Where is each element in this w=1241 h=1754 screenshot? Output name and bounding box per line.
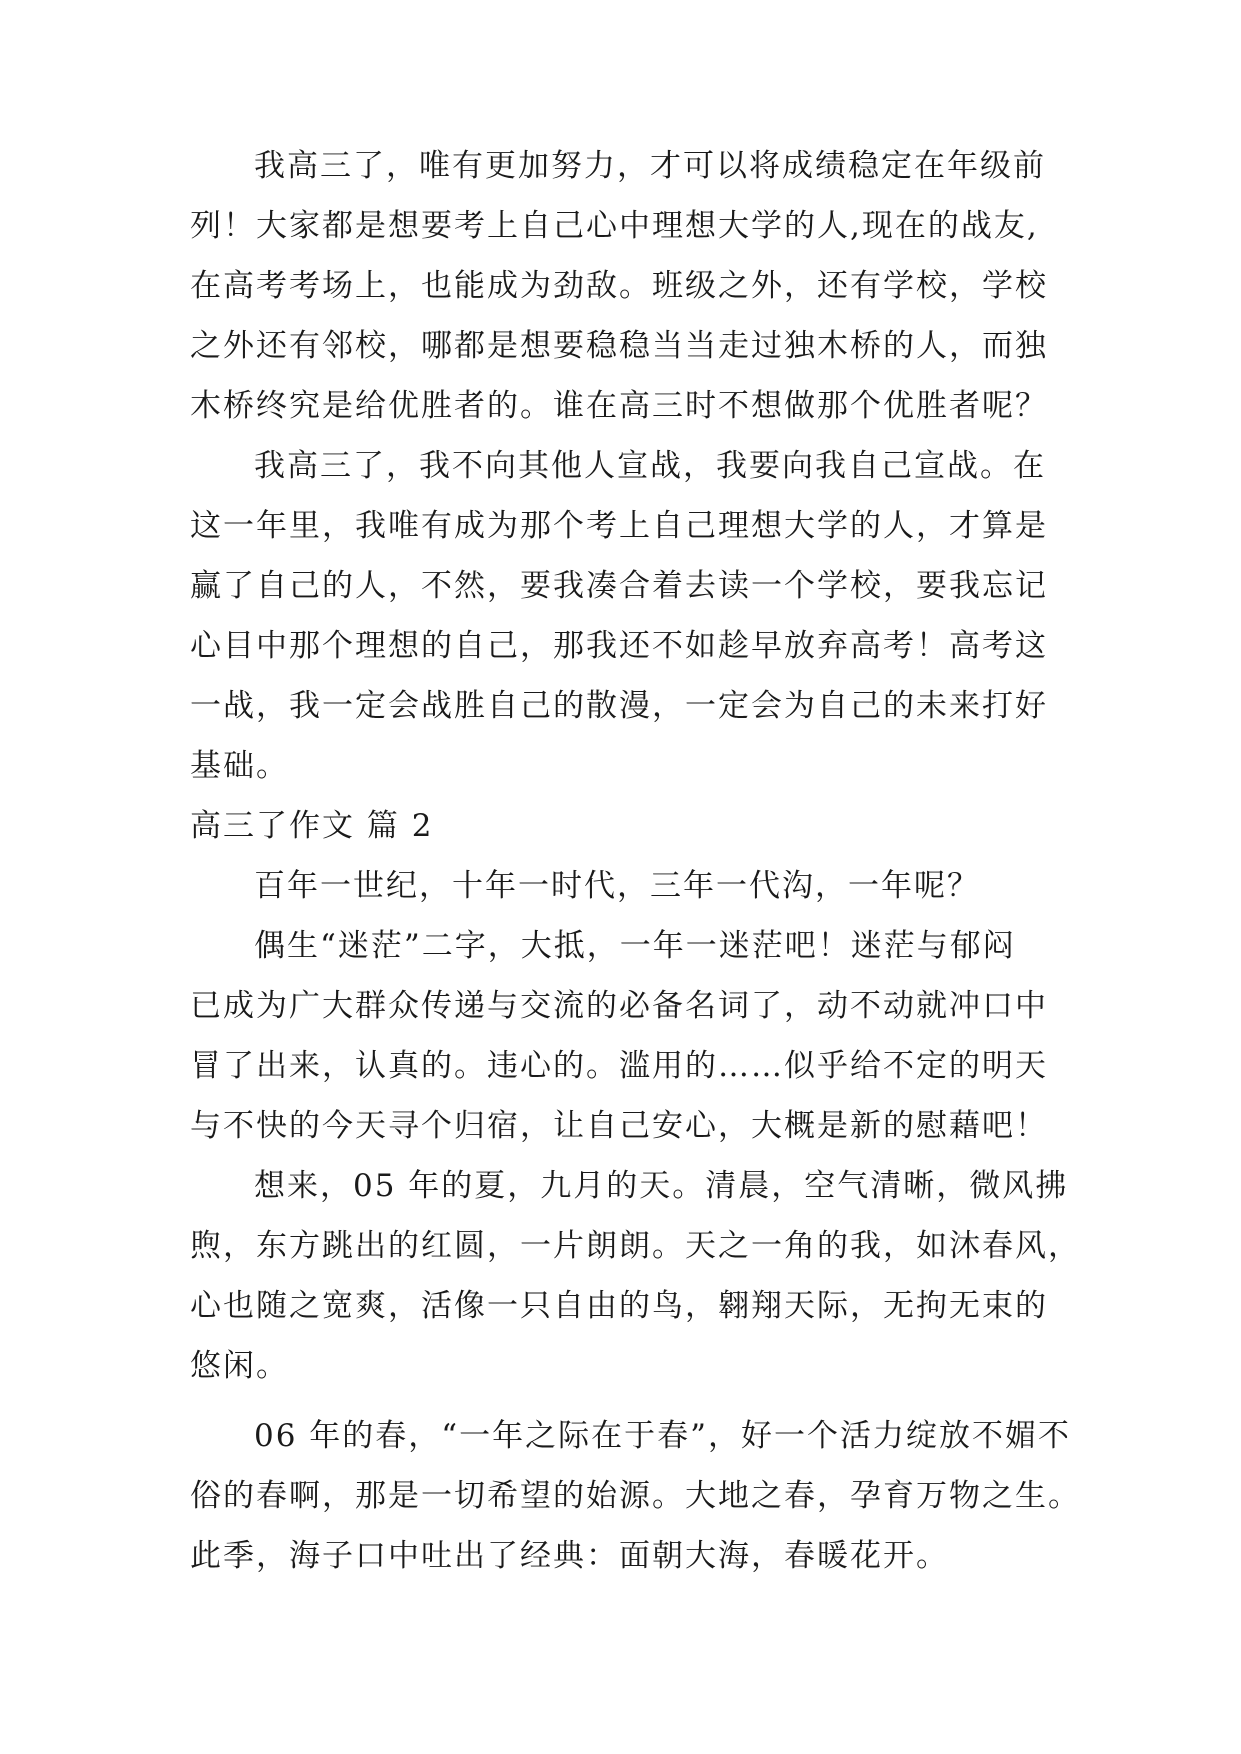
paragraph-line: 木桥终究是给优胜者的。谁在高三时不想做那个优胜者呢？ xyxy=(190,388,1048,424)
paragraph-line: 列！大家都是想要考上自己心中理想大学的人,现在的战友, xyxy=(190,208,1039,244)
paragraph-line: 在高考考场上，也能成为劲敌。班级之外，还有学校，学校 xyxy=(190,268,1048,304)
paragraph-line: 已成为广大群众传递与交流的必备名词了，动不动就冲口中 xyxy=(190,988,1048,1024)
paragraph-line: 我高三了，唯有更加努力，才可以将成绩稳定在年级前 xyxy=(254,148,1046,184)
paragraph-line: 心目中那个理想的自己，那我还不如趁早放弃高考！高考这 xyxy=(190,628,1048,664)
paragraph-line: 一战，我一定会战胜自己的散漫，一定会为自己的未来打好 xyxy=(190,688,1048,724)
paragraph-line: 此季，海子口中吐出了经典：面朝大海，春暖花开。 xyxy=(190,1538,949,1574)
paragraph-line: 我高三了，我不向其他人宣战，我要向我自己宣战。在 xyxy=(254,448,1046,484)
paragraph-line: 俗的春啊，那是一切希望的始源。大地之春，孕育万物之生。 xyxy=(190,1478,1081,1514)
paragraph-line: 冒了出来，认真的。违心的。滥用的……似乎给不定的明天 xyxy=(190,1048,1048,1084)
section-heading: 高三了作文 篇 2 xyxy=(190,808,434,844)
paragraph-line: 之外还有邻校，哪都是想要稳稳当当走过独木桥的人，而独 xyxy=(190,328,1048,364)
paragraph-line: 基础。 xyxy=(190,748,289,784)
paragraph-line: 百年一世纪，十年一时代，三年一代沟，一年呢？ xyxy=(254,868,980,904)
paragraph-line: 煦，东方跳出的红圆，一片朗朗。天之一角的我，如沐春风， xyxy=(190,1228,1081,1264)
paragraph-line: 悠闲。 xyxy=(190,1348,289,1384)
paragraph-line: 这一年里，我唯有成为那个考上自己理想大学的人，才算是 xyxy=(190,508,1048,544)
paragraph-line: 赢了自己的人，不然，要我凑合着去读一个学校，要我忘记 xyxy=(190,568,1048,604)
paragraph-line: 06 年的春，“一年之际在于春”，好一个活力绽放不媚不 xyxy=(254,1418,1071,1454)
paragraph-line: 偶生“迷茫”二字，大抵，一年一迷茫吧！迷茫与郁闷 xyxy=(254,928,1016,964)
paragraph-line: 想来，05 年的夏，九月的天。清晨，空气清晰，微风拂 xyxy=(254,1168,1069,1204)
paragraph-line: 与不快的今天寻个归宿，让自己安心，大概是新的慰藉吧！ xyxy=(190,1108,1048,1144)
paragraph-line: 心也随之宽爽，活像一只自由的鸟，翱翔天际，无拘无束的 xyxy=(190,1288,1048,1324)
